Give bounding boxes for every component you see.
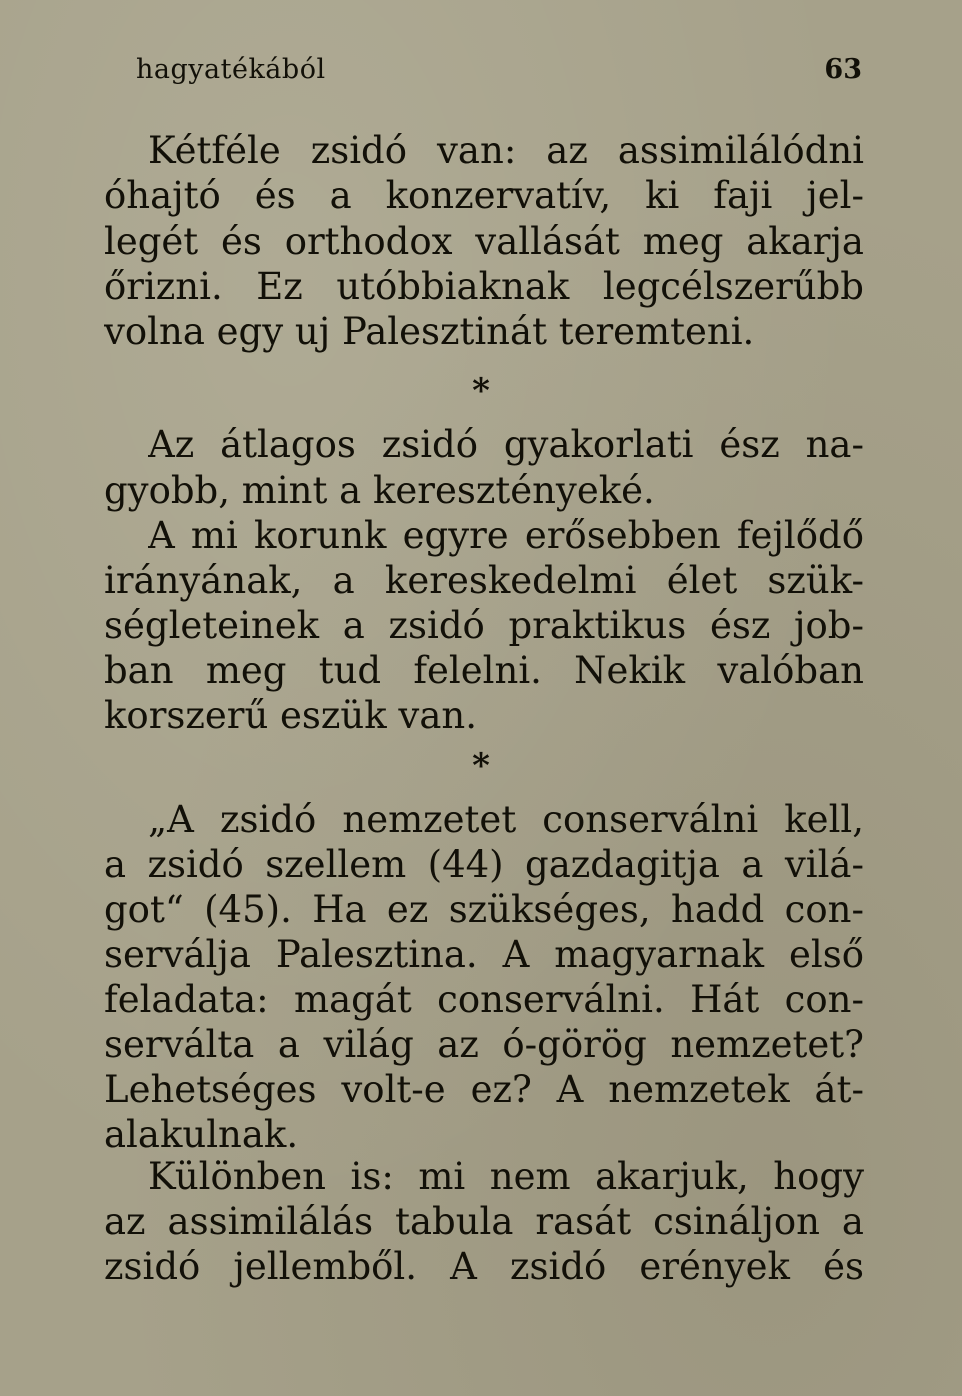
text-line: gyobb, mint a keresztényeké.	[104, 469, 655, 512]
text-line: ségleteinek a zsidó praktikus ész job-	[104, 604, 864, 647]
text-line: feladata: magát conserválni. Hát con-	[104, 978, 864, 1021]
text-line: serválta a világ az ó-görög nemzetet?	[104, 1023, 864, 1066]
section-separator-asterisk: *	[472, 371, 490, 411]
text-line: korszerű eszük van.	[104, 694, 477, 737]
text-line: volna egy uj Palesztinát teremteni.	[104, 310, 755, 353]
text-line: serválja Palesztina. A magyarnak első	[104, 933, 864, 976]
text-line: A mi korunk egyre erősebben fejlődő	[148, 514, 864, 557]
running-head	[136, 54, 862, 94]
text-line: zsidó jellemből. A zsidó erények és	[104, 1245, 864, 1288]
text-line: őrizni. Ez utóbbiaknak legcélszerűbb	[104, 265, 864, 308]
text-line: irányának, a kereskedelmi élet szük-	[104, 559, 864, 602]
text-line: az assimilálás tabula rasát csináljon a	[104, 1200, 864, 1243]
text-line: „A zsidó nemzetet conserválni kell,	[148, 798, 864, 841]
text-line: legét és orthodox vallását meg akarja	[104, 220, 864, 263]
text-line: Kétféle zsidó van: az assimilálódni	[148, 129, 864, 172]
text-line: Lehetséges volt-e ez? A nemzetek át-	[104, 1068, 864, 1111]
text-line: ban meg tud felelni. Nekik valóban	[104, 649, 864, 692]
text-line: Különben is: mi nem akarjuk, hogy	[148, 1155, 864, 1198]
text-line: got“ (45). Ha ez szükséges, hadd con-	[104, 888, 864, 931]
running-title: hagyatékából	[136, 54, 326, 85]
text-line: óhajtó és a konzervatív, ki faji jel-	[104, 174, 864, 217]
text-line: alakulnak.	[104, 1113, 299, 1156]
text-line: Az átlagos zsidó gyakorlati ész na-	[148, 423, 864, 466]
section-separator-asterisk: *	[472, 746, 490, 786]
page-number: 63	[824, 54, 862, 85]
text-line: a zsidó szellem (44) gazdagitja a vilá-	[104, 843, 864, 886]
